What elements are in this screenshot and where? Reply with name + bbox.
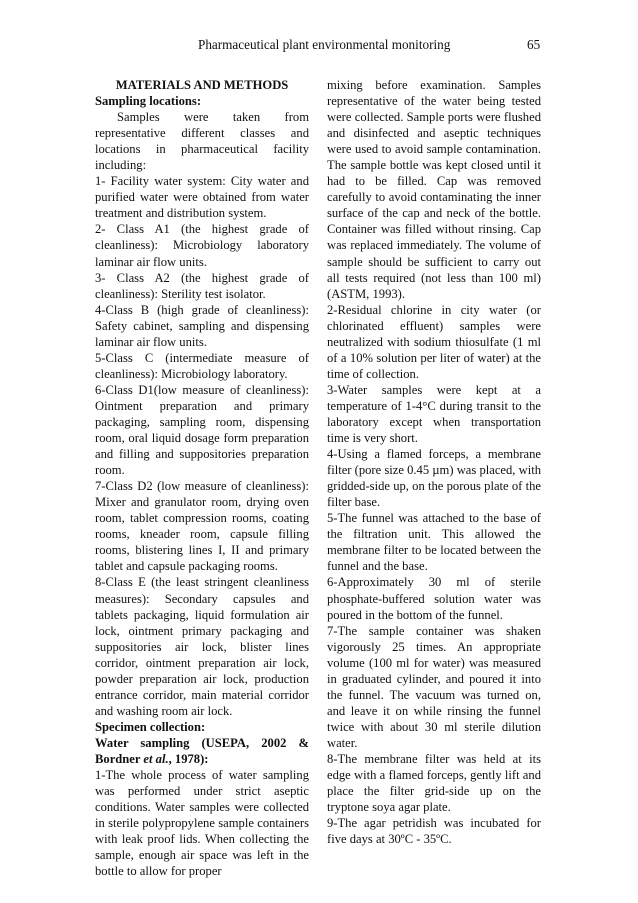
left-column [95,77,309,879]
running-header [0,37,638,55]
section-title: MATERIALS AND METHODS [115,78,289,92]
procedure-step: 2-Residual chlorine in city water (or chlorinated effluent) samples were neutralized with sodium thiosulfate (1 ml of a 10% solution per liter of water) at the time of collection. [327,302,541,381]
water-sampling-heading [95,735,309,767]
right-column [327,77,541,847]
procedure-step: 7-The sample container was shaken vigorously 25 times. An appropriate volume (100 ml for water) was measured in graduated cylinder, and poured it into the funnel. The vacuum was turned on, and leave it on while rinsing the funnel twice with about 30 ml sterile dilution water. [327,623,541,750]
sampling-locations-heading: Sampling locations: [95,94,202,109]
running-title: Pharmaceutical plant environmental monitoring [198,37,451,52]
sampling-intro: Samples were taken from representative different classes and locations in pharmaceutical facility including: [95,110,309,173]
procedure-step-1-continued: mixing before examination. Samples representative of the water being tested were collected. Sample ports were flushed and disinfected and aseptic techniques were used to avoid sample contamination. The sample bottle was kept closed until it had to be filled. Cap was removed carefully to avoid contaminating the inner surface of the cap and neck of the bottle. Container was filled without rinsing. Cap was replaced immediately. The volume of sample should be sufficient to carry out all tests required (not less than 100 ml) (ASTM, 1993). [327,78,541,301]
location-item: 2- Class A1 (the highest grade of cleanliness): Microbiology laboratory laminar air flow units. [95,222,309,269]
page-number: 65 [527,37,541,52]
procedure-step: 8-The membrane filter was held at its edge with a flamed forceps, gently lift and place the filter grid-side up on the tryptone soya agar plate. [327,751,541,815]
location-item: 6-Class D1(low measure of cleanliness): Ointment preparation and primary packaging, sampling room, dispensing room, oral liquid dosage form preparation and filling and suppositories preparation room. [95,382,309,478]
procedure-step-1: 1-The whole process of water sampling was performed under strict aseptic conditions. Water samples were collected in sterile polypropylene sample containers with leak proof lids. When collecting the sample, enough air space was left in the bottle to allow for proper [95,768,309,879]
procedure-step: 3-Water samples were kept at a temperature of 1-4°C during transit to the laboratory except when transportation time is very short. [327,382,541,446]
location-item: 7-Class D2 (low measure of cleanliness): Mixer and granulator room, drying oven room, tablet compression rooms, coating rooms, kneader room, capsule filling rooms, blistering lines I, II and primary tablet and capsule packaging rooms. [95,479,309,574]
procedure-step: 6-Approximately 30 ml of sterile phosphate-buffered solution water was poured in the bottom of the funnel. [327,575,541,622]
procedure-step: 5-The funnel was attached to the base of the filtration unit. This allowed the membrane filter to be located between the funnel and the base. [327,511,541,574]
procedure-step: 9-The agar petridish was incubated for five days at 30ºC - 35ºC. [327,816,541,847]
water-heading-etal: et al. [143,751,169,766]
location-item: 4-Class B (high grade of cleanliness): Safety cabinet, sampling and dispensing laminar air flow units. [95,302,309,349]
water-heading-text-a: Water sampling (USEPA, 2002 & Bordner [95,735,309,766]
location-item: 8-Class E (the least stringent cleanliness measures): Secondary capsules and tablets packaging, liquid formulation air lock, ointment primary packaging and suppositories air lock, blister lines corridor, ointment preparation air lock, powder preparation air lock, production entrance corridor, main material corridor and washing room air lock. [95,575,309,718]
location-item: 3- Class A2 (the highest grade of cleanliness): Sterility test isolator. [95,270,309,301]
water-heading-text-b: , 1978): [168,751,209,766]
location-item: 5-Class C (intermediate measure of cleanliness): Microbiology laboratory. [95,350,309,381]
location-item: 1- Facility water system: City water and purified water were obtained from water treatment and distribution system. [95,174,309,221]
specimen-collection-heading: Specimen collection: [95,719,206,734]
procedure-step: 4-Using a flamed forceps, a membrane filter (pore size 0.45 µm) was placed, with gridded-side up, on the porous plate of the filter base. [327,447,541,510]
